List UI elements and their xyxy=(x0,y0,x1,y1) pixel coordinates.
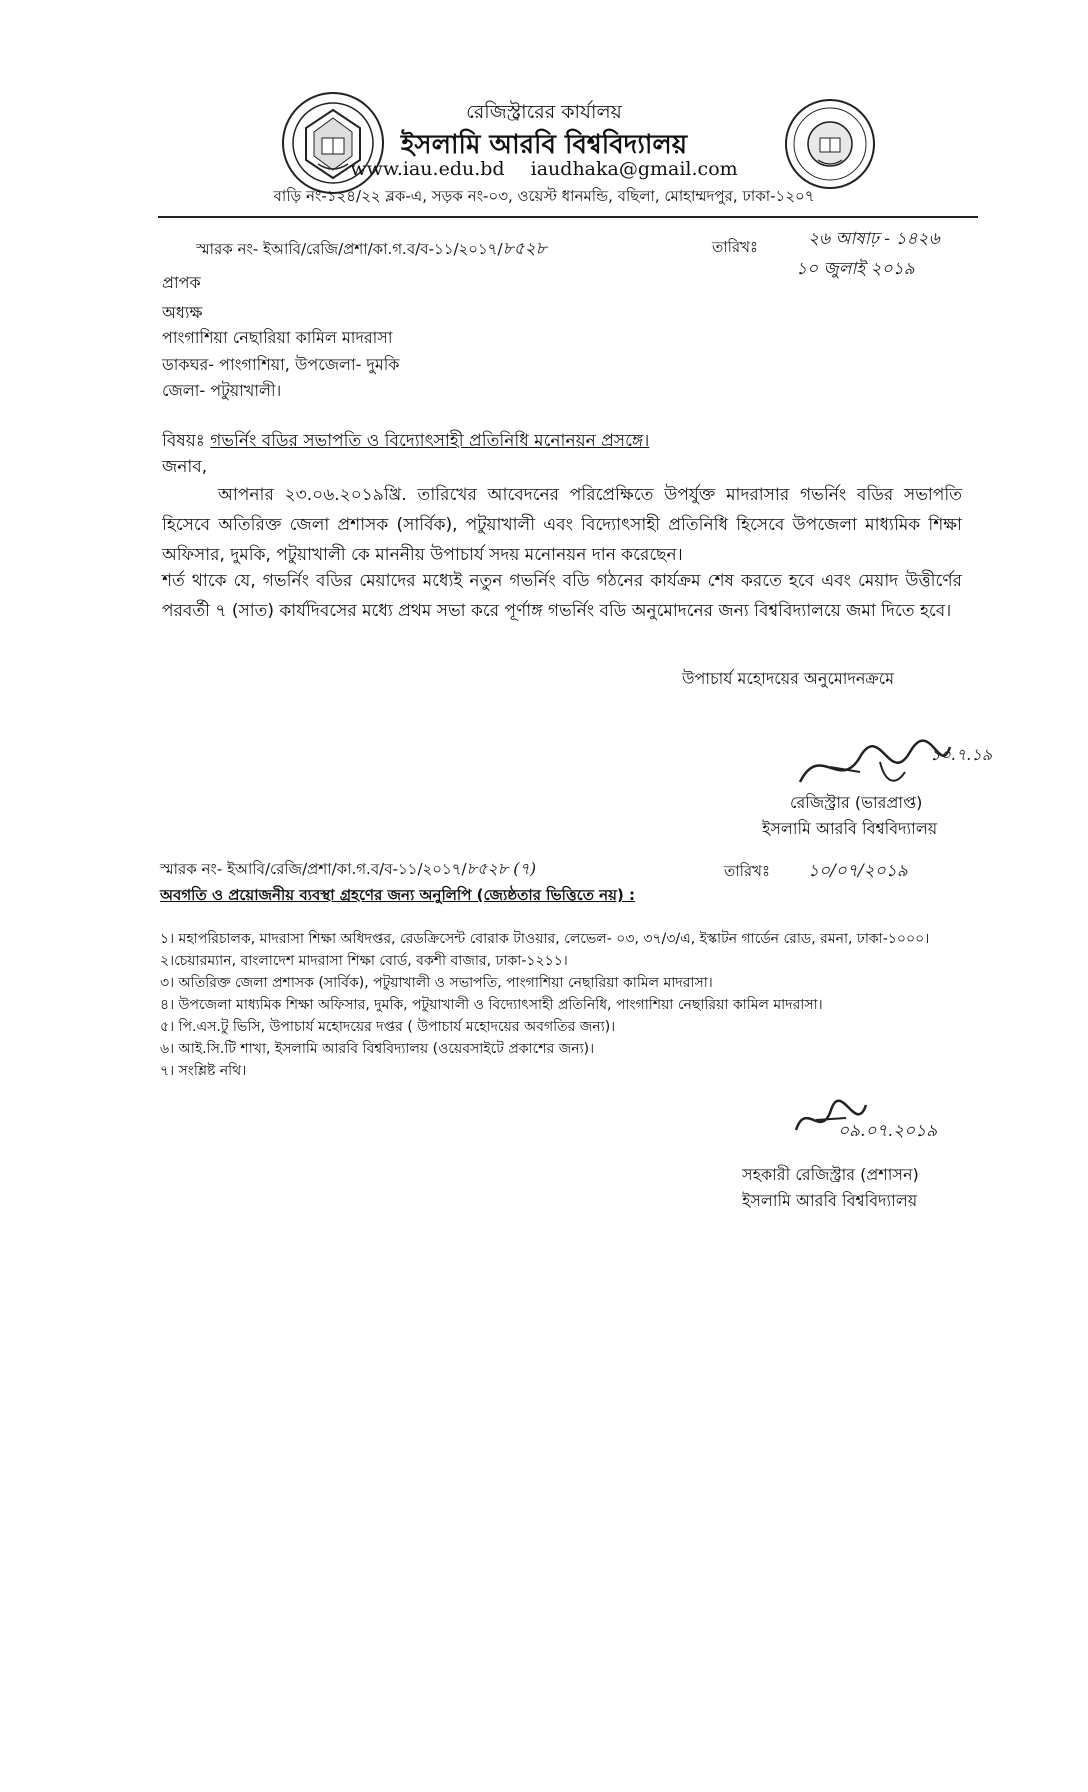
memo-date-bangla: ২৬ আষাঢ় - ১৪২৬ xyxy=(808,229,940,249)
approval-line: উপাচার্য মহোদয়ের অনুমোদনক্রমে xyxy=(682,669,895,688)
signature1-title: রেজিস্ট্রার (ভারপ্রাপ্ত) xyxy=(790,793,923,812)
recipient-line-1: প্রাপক xyxy=(162,273,201,292)
header-divider xyxy=(158,216,978,218)
university-name: ইসলামি আরবি বিশ্ববিদ্যালয় xyxy=(400,130,688,160)
list-item: ৬। আই.সি.টি শাখা, ইসলামি আরবি বিশ্ববিদ্যালয় (ওয়েবসাইটে প্রকাশের জন্য)। xyxy=(160,1041,595,1057)
signature2-title: সহকারী রেজিস্ট্রার (প্রশাসন) xyxy=(742,1165,919,1184)
signature1-date: ১০.৭.১৯ xyxy=(930,745,993,764)
recipient-line-2: অধ্যক্ষ xyxy=(162,303,203,322)
recipient-line-4: ডাকঘর- পাংগাশিয়া, উপজেলা- দুমকি xyxy=(162,355,400,374)
salutation: জনাব, xyxy=(162,457,208,477)
office-name: রেজিস্ট্রারের কার্যালয় xyxy=(466,101,622,123)
copy-memo-ref-label: স্মারক নং- ইআবি/রেজি/প্রশা/কা.গ.ব/ব-১১/২০১৭/ xyxy=(160,860,467,878)
contact-line xyxy=(0,158,1088,180)
memo-reference xyxy=(196,236,547,264)
recipient-line-3: পাংগাশিয়া নেছারিয়া কামিল মাদরাসা xyxy=(162,328,393,347)
list-item: ১। মহাপরিচালক, মাদরাসা শিক্ষা অধিদপ্তর, রেডক্রিসেন্ট বোরাক টাওয়ার, লেভেল- ০৩, ৩৭/৩/এ, ইস্কাটন গার্ডেন রোড, রমনা, ঢাকা-১০০০। xyxy=(160,931,930,947)
recipient-line-5: জেলা- পটুয়াখালী। xyxy=(162,381,282,400)
memo-ref-label: স্মারক নং- ইআবি/রেজি/প্রশা/কা.গ.ব/ব-১১/২০১৭/ xyxy=(196,240,503,258)
list-item: ৪। উপজেলা মাধ্যমিক শিক্ষা অফিসার, দুমকি, পটুয়াখালী ও বিদ্যোৎসাহী প্রতিনিধি, পাংগাশিয়া নেছারিয়া কামিল মাদরাসা। xyxy=(160,997,823,1013)
copy-memo-date-label: তারিখঃ xyxy=(724,862,770,880)
copy-memo-reference xyxy=(160,856,536,883)
memo-date-english: ১০ জুলাই ২০১৯ xyxy=(796,259,915,279)
list-item: ৫। পি.এস.টু ভিসি, উপাচার্য মহোদয়ের দপ্তর ( উপাচার্য মহোদয়ের অবগতির জন্য)। xyxy=(160,1019,616,1035)
website-link[interactable]: www.iau.edu.bd xyxy=(350,158,505,180)
signature1-organization: ইসলামি আরবি বিশ্ববিদ্যালয় xyxy=(762,819,938,838)
subject-label: বিষয়ঃ xyxy=(162,431,205,451)
list-item: ৩। অতিরিক্ত জেলা প্রশাসক (সার্বিক), পটুয়াখালী ও সভাপতি, পাংগাশিয়া নেছারিয়া কামিল মাদরাসা। xyxy=(160,975,713,991)
memo-ref-number: ৮৫২৮ xyxy=(502,239,547,259)
email-link[interactable]: iaudhaka@gmail.com xyxy=(530,158,738,180)
copy-recipient-list xyxy=(160,928,980,1082)
copy-heading: অবগতি ও প্রয়োজনীয় ব্যবস্থা গ্রহণের জন্য অনুলিপি (জ্যেষ্ঠতার ভিত্তিতে নয়) : xyxy=(160,886,636,904)
address-line: বাড়ি নং-১২৪/২২ ব্লক-এ, সড়ক নং-০৩, ওয়েস্ট ধানমন্ডি, বছিলা, মোহাম্মদপুর, ঢাকা-১২০৭ xyxy=(273,187,815,205)
list-item: ২।চেয়ারম্যান, বাংলাদেশ মাদরাসা শিক্ষা বোর্ড, বকশী বাজার, ঢাকা-১২১১। xyxy=(160,953,568,969)
subject-line xyxy=(162,428,649,456)
signature2-organization: ইসলামি আরবি বিশ্ববিদ্যালয় xyxy=(742,1191,918,1210)
body-paragraph-1: আপনার ২৩.০৬.২০১৯খ্রি. তারিখের আবেদনের পরিপ্রেক্ষিতে উপর্যুক্ত মাদরাসার গভর্নিং বডির সভাপতি হিসেবে অতিরিক্ত জেলা প্রশাসক (সার্বিক), পটুয়াখালী এবং বিদ্যোৎসাহী প্রতিনিধি হিসেবে উপজেলা মাধ্যমিক শিক্ষা অফিসার, দুমকি, পটুয়াখালী কে মাননীয় উপাচার্য সদয় মনোনয়ন দান করেছেন। xyxy=(162,485,962,565)
list-item: ৭। সংশ্লিষ্ট নথি। xyxy=(160,1063,247,1079)
copy-memo-ref-number: ৮৫২৮ (৭) xyxy=(466,859,537,878)
memo-date-label: তারিখঃ xyxy=(712,238,758,256)
copy-memo-date: ১০/০৭/২০১৯ xyxy=(808,861,908,881)
subject-text: গভর্নিং বডির সভাপতি ও বিদ্যোৎসাহী প্রতিনিধি মনোনয়ন প্রসঙ্গে। xyxy=(210,431,650,451)
signature2-date: ০৯.০৭.২০১৯ xyxy=(838,1121,938,1141)
body-paragraph-2: শর্ত থাকে যে, গভর্নিং বডির মেয়াদের মধ্যেই নতুন গভর্নিং বডি গঠনের কার্যক্রম শেষ করতে হবে এবং মেয়াদ উত্তীর্ণের পরবর্তী ৭ (সাত) কার্যদিবসের মধ্যে প্রথম সভা করে পূর্ণাঙ্গ গভর্নিং বডি অনুমোদনের জন্য বিশ্ববিদ্যালয়ে জমা দিতে হবে। xyxy=(162,571,962,621)
